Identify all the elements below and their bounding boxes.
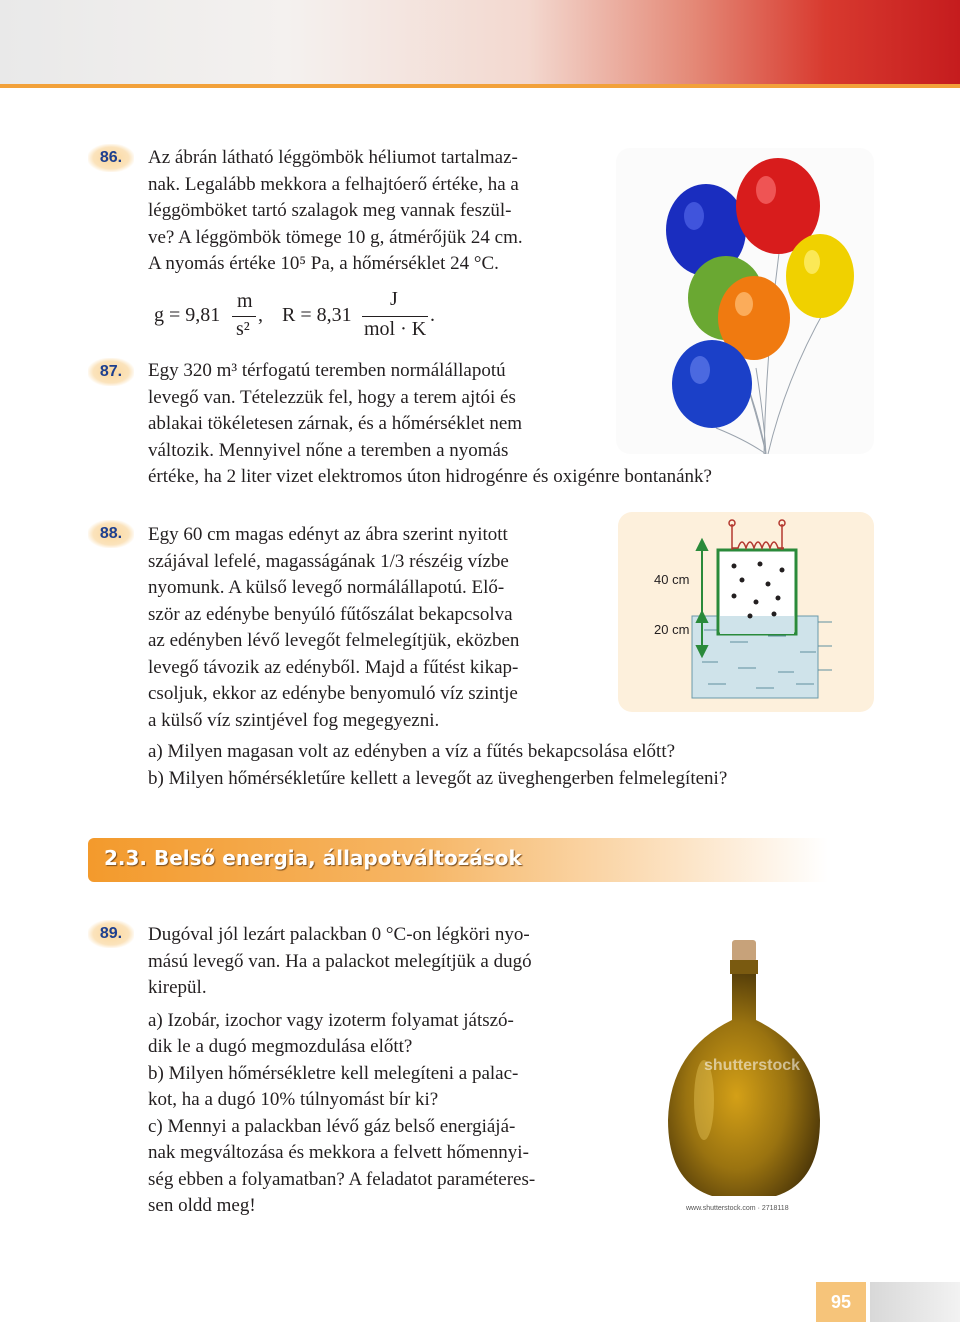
page-number-box: [816, 1282, 866, 1322]
watermark-caption: www.shutterstock.com · 2718118: [686, 1205, 789, 1212]
text-line: szájával lefelé, magasságának 1/3 részéig vízbe: [148, 550, 509, 572]
balloons-image: [616, 148, 874, 454]
text-line: az edényben lévő levegőt felmelegítjük, eközben: [148, 630, 520, 651]
balloons-illustration: [616, 148, 874, 454]
text-line: mású levegő van. Ha a palackot melegítjük a dugó: [148, 950, 532, 972]
text-line: nyomunk. A külső levegő normálállapotú. Elő-: [148, 577, 505, 598]
text-line: értéke, ha 2 liter vizet elektromos úton hidrogénre és oxigénre bontanánk?: [148, 466, 712, 487]
text-line: Dugóval jól lezárt palackban 0 °C-on légköri nyo-: [148, 924, 530, 945]
text-line: c) Mennyi a palackban lévő gáz belső energiájá-: [148, 1115, 516, 1137]
r-value: R = 8,31: [282, 304, 352, 326]
text-line: nak. Legalább mekkora a felhajtóerő értéke, ha a: [148, 173, 519, 195]
footer-bar: [870, 1282, 960, 1322]
heating-coil: [732, 542, 784, 548]
problem-number-89: 89.: [88, 920, 134, 948]
bottle-image: [640, 920, 840, 1220]
text-line: Egy 60 cm magas edényt az ábra szerint nyitott: [148, 524, 508, 545]
question-b: b) Milyen hőmérsékletűre kellett a levegőt az üveghengerben felmelegíteni?: [148, 767, 728, 789]
cork: [732, 940, 756, 962]
vessel-diagram: [618, 512, 874, 712]
problem-87-text: [148, 358, 712, 491]
text-line: változik. Mennyivel nőne a teremben a nyomás: [148, 439, 509, 461]
text-line: levegő van. Tételezzük fel, hogy a terem ajtói és: [148, 386, 516, 408]
text-line: kirepül.: [148, 977, 207, 998]
label-40cm: 40 cm: [654, 572, 690, 587]
fraction-bar: [232, 316, 256, 317]
top-accent-line: [0, 84, 960, 88]
g-value: g = 9,81: [154, 304, 221, 326]
label-20cm: 20 cm: [654, 622, 690, 637]
comma: ,: [258, 304, 263, 326]
text-line: A nyomás értéke 10⁵ Pa, a hőmérséklet 24 °C.: [148, 253, 499, 274]
problem-89-text: [148, 922, 588, 1220]
text-line: ablakai tökéletesen zárnak, és a hőmérséklet nem: [148, 413, 523, 434]
text-line: ség ebben a folyamatban? A feladatot paraméteres-: [148, 1168, 536, 1190]
top-banner-image: [0, 0, 960, 84]
text-line: nak megváltozása és mekkora a felvett hőmennyi-: [148, 1142, 529, 1163]
problem-number-86: 86.: [88, 144, 134, 172]
fraction-bar: [362, 316, 428, 317]
r-unit-denominator: mol · K: [364, 318, 427, 340]
text-line: sen oldd meg!: [148, 1195, 256, 1216]
problem-number-87: 87.: [88, 358, 134, 386]
text-line: léggömböket tartó szalagok meg vannak feszül-: [148, 200, 512, 221]
g-unit-numerator: m: [237, 290, 253, 312]
period: .: [430, 304, 435, 326]
problem-88-text: [148, 522, 584, 734]
text-line: b) Milyen hőmérsékletre kell melegíteni a palac-: [148, 1062, 519, 1084]
section-title: 2.3. Belső energia, állapotváltozások: [104, 846, 522, 870]
vessel-diagram-svg: [618, 512, 874, 712]
page-number: 95: [830, 1292, 852, 1312]
text-line: dik le a dugó megmozdulása előtt?: [148, 1036, 413, 1057]
text-line: Az ábrán látható léggömbök héliumot tartalmaz-: [148, 147, 518, 168]
text-line: a) Izobár, izochor vagy izoterm folyamat játszó-: [148, 1009, 514, 1031]
watermark: shutterstock: [704, 1057, 801, 1074]
text-line: csoljuk, ekkor az edénybe benyomuló víz szintje: [148, 683, 518, 704]
g-unit-denominator: s²: [236, 318, 250, 340]
problem-86-text: [148, 145, 588, 278]
text-line: ször az edénybe benyúló fűtőszálat bekapcsolva: [148, 603, 513, 625]
text-line: a külső víz szintjével fog megegyezni.: [148, 709, 440, 731]
text-line: kot, ha a dugó 10% túlnyomást bír ki?: [148, 1089, 439, 1110]
question-a: a) Milyen magasan volt az edényben a víz a fűtés bekapcsolása előtt?: [148, 741, 676, 762]
bottle-illustration: [640, 920, 840, 1220]
text-line: Egy 320 m³ térfogatú teremben normálállapotú: [148, 360, 506, 381]
problem-number-88: 88.: [88, 520, 134, 548]
r-unit-numerator: J: [390, 288, 398, 310]
text-line: ve? A léggömbök tömege 10 g, átmérőjük 24 cm.: [148, 226, 523, 248]
problem-88-questions: [148, 739, 868, 792]
section-header: [88, 838, 828, 882]
bottle-body: [668, 974, 820, 1196]
text-line: levegő távozik az edényből. Majd a fűtést kikap-: [148, 656, 519, 678]
